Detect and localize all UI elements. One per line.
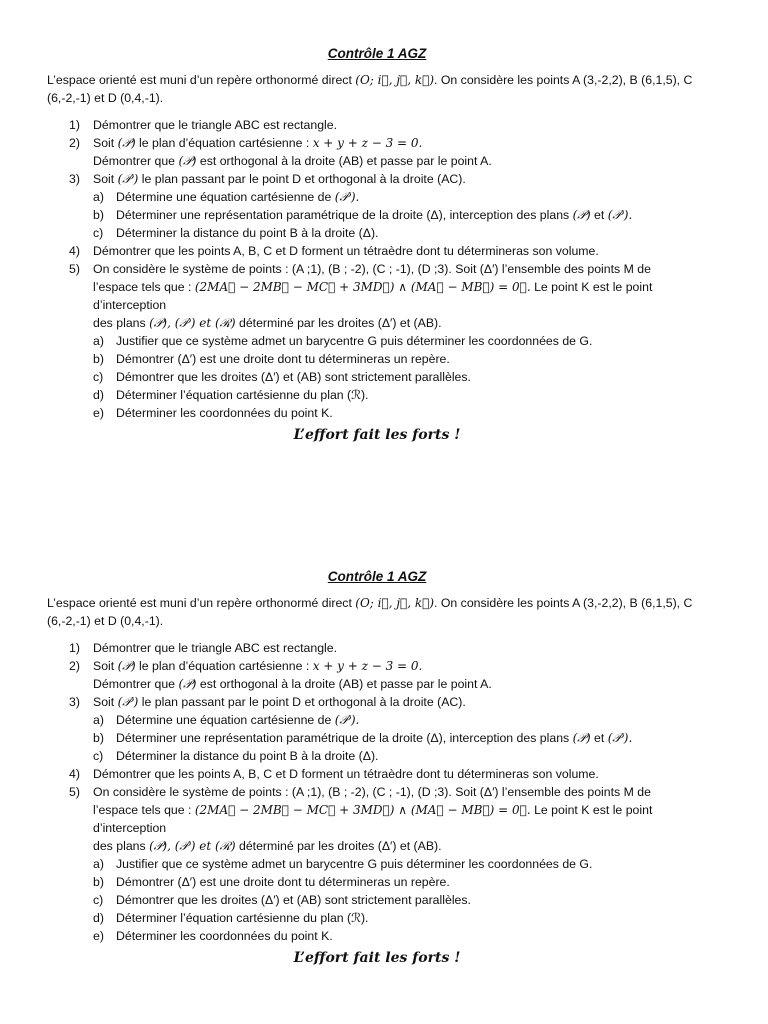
plane-symbol: (𝒫) bbox=[117, 659, 136, 673]
plane-symbols: (𝒫), (𝒫′) et (ℛ) bbox=[149, 839, 236, 853]
sub-letter: c) bbox=[93, 749, 104, 763]
question-5 bbox=[47, 260, 707, 278]
question-3 bbox=[47, 170, 707, 188]
subquestion-text: Détermine une équation cartésienne de bbox=[116, 713, 335, 727]
sub-letter: b) bbox=[93, 875, 104, 889]
plane-symbol: (𝒫) bbox=[572, 731, 591, 745]
subquestion-text: Déterminer la distance du point B à la droite (Δ). bbox=[116, 749, 379, 763]
plane-equation: x + y + z − 3 = 0. bbox=[312, 659, 423, 673]
sub-letter: c) bbox=[93, 226, 104, 240]
plane-symbol: (𝒫′). bbox=[334, 190, 360, 204]
intro-points: . On considère les points A (3,-2,2), B (6,1,5), C (6,-2,-1) et D (0,4,-1). bbox=[47, 596, 693, 628]
subquestion-text: Déterminer une représentation paramétrique de la droite (Δ), interception des plans bbox=[116, 731, 573, 745]
sub-letter: b) bbox=[93, 731, 104, 745]
question-4 bbox=[47, 765, 707, 783]
sub-letter: a) bbox=[93, 713, 104, 727]
sub-letter: b) bbox=[93, 352, 104, 366]
subquestion-text: Déterminer la distance du point B à la droite (Δ). bbox=[116, 226, 379, 240]
question-text: l’espace tels que : bbox=[93, 280, 195, 294]
question-text: le plan passant par le point D et orthogonal à la droite (AC). bbox=[138, 172, 466, 186]
question-number: 2) bbox=[69, 659, 80, 673]
subquestion-3b bbox=[47, 206, 707, 224]
question-2-continued bbox=[47, 675, 707, 693]
subquestion-3a bbox=[47, 711, 707, 729]
question-text: est orthogonal à la droite (AB) et passe par le point A. bbox=[196, 677, 492, 691]
question-3 bbox=[47, 693, 707, 711]
subquestion-text: Démontrer que les droites (Δ′) et (AB) sont strictement parallèles. bbox=[116, 370, 471, 384]
exam-copy-1 bbox=[47, 44, 707, 446]
plane-symbol: (𝒫′). bbox=[607, 731, 633, 745]
sub-letter: e) bbox=[93, 929, 104, 943]
question-5-line-2 bbox=[47, 278, 707, 314]
subquestion-text: Déterminer l’équation cartésienne du plan (ℛ). bbox=[116, 388, 369, 402]
subquestion-5b bbox=[47, 873, 707, 891]
sub-letter: c) bbox=[93, 370, 104, 384]
question-2 bbox=[47, 134, 707, 152]
question-text: Soit bbox=[93, 172, 118, 186]
question-number: 5) bbox=[69, 262, 80, 276]
question-text: le plan d’équation cartésienne : bbox=[135, 136, 313, 150]
question-5 bbox=[47, 783, 707, 801]
question-text: Démontrer que les points A, B, C et D forment un tétraèdre dont tu détermineras son volume. bbox=[93, 244, 599, 258]
intro-text: L’espace orienté est muni d’un repère orthonormé direct bbox=[47, 73, 356, 87]
intro-text: L’espace orienté est muni d’un repère orthonormé direct bbox=[47, 596, 356, 610]
question-5-line-2 bbox=[47, 801, 707, 837]
question-text: l’espace tels que : bbox=[93, 803, 195, 817]
question-text: On considère le système de points : (A ;1), (B ; -2), (C ; -1), (D ;3). Soit (Δ′) l’ensemble des points M de bbox=[93, 785, 651, 799]
exam-copy-2 bbox=[47, 567, 707, 969]
plane-symbol: (𝒫) bbox=[117, 136, 136, 150]
subquestion-text: et bbox=[590, 731, 608, 745]
question-text: Soit bbox=[93, 695, 118, 709]
intro-points: . On considère les points A (3,-2,2), B (6,1,5), C (6,-2,-1) et D (0,4,-1). bbox=[47, 73, 693, 105]
subquestion-text: Démontrer que les droites (Δ′) et (AB) sont strictement parallèles. bbox=[116, 893, 471, 907]
subquestion-3a bbox=[47, 188, 707, 206]
question-text: Soit bbox=[93, 136, 118, 150]
sub-letter: d) bbox=[93, 388, 104, 402]
question-text: des plans bbox=[93, 839, 150, 853]
question-number: 4) bbox=[69, 244, 80, 258]
subquestion-5a bbox=[47, 855, 707, 873]
question-number: 1) bbox=[69, 118, 80, 132]
subquestion-text: Justifier que ce système admet un barycentre G puis déterminer les coordonnées de G. bbox=[116, 857, 593, 871]
question-text: Le point K est le point d’interception bbox=[93, 803, 653, 835]
vector-equation: (2MA⃗ − 2MB⃗ − MC⃗ + 3MD⃗) ∧ (MA⃗ − MB⃗) = 0⃗. bbox=[194, 280, 531, 294]
question-text: le plan passant par le point D et orthogonal à la droite (AC). bbox=[138, 695, 466, 709]
question-number: 2) bbox=[69, 136, 80, 150]
subquestion-text: Déterminer les coordonnées du point K. bbox=[116, 929, 333, 943]
subquestion-5d bbox=[47, 386, 707, 404]
motto: L’effort fait les forts ! bbox=[293, 427, 461, 443]
subquestion-text: Justifier que ce système admet un barycentre G puis déterminer les coordonnées de G. bbox=[116, 334, 593, 348]
question-number: 1) bbox=[69, 641, 80, 655]
question-text: Soit bbox=[93, 659, 118, 673]
plane-symbol: (𝒫′). bbox=[607, 208, 633, 222]
sub-letter: a) bbox=[93, 334, 104, 348]
question-text: déterminé par les droites (Δ′) et (AB). bbox=[235, 316, 442, 330]
subquestion-text: Déterminer une représentation paramétrique de la droite (Δ), interception des plans bbox=[116, 208, 573, 222]
question-text: Démontrer que bbox=[93, 154, 179, 168]
question-text: On considère le système de points : (A ;1), (B ; -2), (C ; -1), (D ;3). Soit (Δ′) l’ensemble des points M de bbox=[93, 262, 651, 276]
question-5-line-3 bbox=[47, 314, 707, 332]
subquestion-5c bbox=[47, 368, 707, 386]
motto: L’effort fait les forts ! bbox=[293, 950, 461, 966]
subquestion-text: Déterminer l’équation cartésienne du plan (ℛ). bbox=[116, 911, 369, 925]
frame-notation: (O; i⃗, j⃗, k⃗) bbox=[355, 596, 435, 610]
question-text: déterminé par les droites (Δ′) et (AB). bbox=[235, 839, 442, 853]
question-number: 4) bbox=[69, 767, 80, 781]
subquestion-text: Déterminer les coordonnées du point K. bbox=[116, 406, 333, 420]
subquestion-5e bbox=[47, 927, 707, 945]
question-number: 3) bbox=[69, 695, 80, 709]
plane-symbol: (𝒫′). bbox=[334, 713, 360, 727]
question-2-continued bbox=[47, 152, 707, 170]
subquestion-text: Démontrer (Δ′) est une droite dont tu détermineras un repère. bbox=[116, 875, 450, 889]
subquestion-text: Détermine une équation cartésienne de bbox=[116, 190, 335, 204]
plane-equation: x + y + z − 3 = 0. bbox=[312, 136, 423, 150]
question-4 bbox=[47, 242, 707, 260]
question-5-line-3 bbox=[47, 837, 707, 855]
intro-paragraph bbox=[47, 594, 707, 630]
subquestion-3b bbox=[47, 729, 707, 747]
sub-letter: c) bbox=[93, 893, 104, 907]
subquestion-text: et bbox=[590, 208, 608, 222]
subquestion-5c bbox=[47, 891, 707, 909]
question-text: le plan d’équation cartésienne : bbox=[135, 659, 313, 673]
subquestion-5d bbox=[47, 909, 707, 927]
frame-notation: (O; i⃗, j⃗, k⃗) bbox=[355, 73, 435, 87]
exam-title: Contrôle 1 AGZ bbox=[327, 569, 427, 584]
plane-symbol: (𝒫′) bbox=[117, 695, 139, 709]
sub-letter: e) bbox=[93, 406, 104, 420]
question-text: des plans bbox=[93, 316, 150, 330]
question-1 bbox=[47, 116, 707, 134]
subquestion-5a bbox=[47, 332, 707, 350]
plane-symbol: (𝒫) bbox=[178, 154, 197, 168]
subquestion-5e bbox=[47, 404, 707, 422]
subquestion-3c bbox=[47, 224, 707, 242]
subquestion-3c bbox=[47, 747, 707, 765]
plane-symbols: (𝒫), (𝒫′) et (ℛ) bbox=[149, 316, 236, 330]
question-text: Démontrer que le triangle ABC est rectangle. bbox=[93, 118, 338, 132]
question-number: 3) bbox=[69, 172, 80, 186]
question-1 bbox=[47, 639, 707, 657]
question-text: Le point K est le point d’interception bbox=[93, 280, 653, 312]
subquestion-5b bbox=[47, 350, 707, 368]
intro-paragraph bbox=[47, 71, 707, 107]
question-text: Démontrer que bbox=[93, 677, 179, 691]
question-text: est orthogonal à la droite (AB) et passe par le point A. bbox=[196, 154, 492, 168]
sub-letter: d) bbox=[93, 911, 104, 925]
question-2 bbox=[47, 657, 707, 675]
plane-symbol: (𝒫′) bbox=[117, 172, 139, 186]
question-number: 5) bbox=[69, 785, 80, 799]
subquestion-text: Démontrer (Δ′) est une droite dont tu détermineras un repère. bbox=[116, 352, 450, 366]
plane-symbol: (𝒫) bbox=[178, 677, 197, 691]
sub-letter: b) bbox=[93, 208, 104, 222]
vector-equation: (2MA⃗ − 2MB⃗ − MC⃗ + 3MD⃗) ∧ (MA⃗ − MB⃗) = 0⃗. bbox=[194, 803, 531, 817]
sub-letter: a) bbox=[93, 857, 104, 871]
question-text: Démontrer que les points A, B, C et D forment un tétraèdre dont tu détermineras son volume. bbox=[93, 767, 599, 781]
sub-letter: a) bbox=[93, 190, 104, 204]
exam-title: Contrôle 1 AGZ bbox=[327, 46, 427, 61]
plane-symbol: (𝒫) bbox=[572, 208, 591, 222]
question-text: Démontrer que le triangle ABC est rectangle. bbox=[93, 641, 338, 655]
